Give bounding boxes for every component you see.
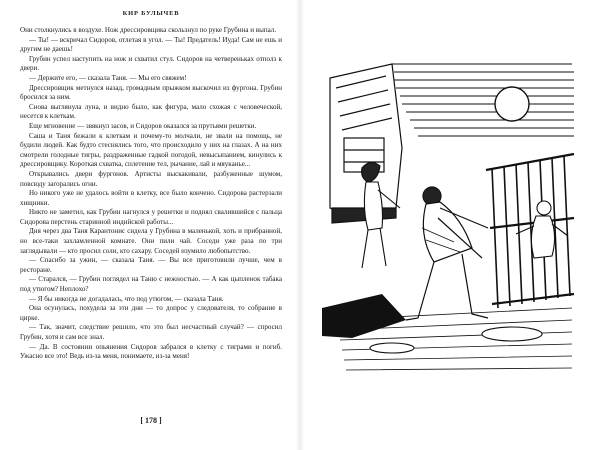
illustration bbox=[322, 58, 578, 380]
lunging-man bbox=[406, 187, 488, 320]
paragraph: Никто не заметил, как Грубин нагнулся у решетки и поднял свалившийся с пальца Сидорова перстень старинной индийской работы... bbox=[20, 208, 282, 226]
running-head: КИР БУЛЫЧЕВ bbox=[122, 10, 180, 17]
paragraph: Еще мгновение — звякнул засов, и Сидоров оказался за прутьями решетки. bbox=[29, 121, 257, 130]
page-number: [ 178 ] bbox=[140, 416, 162, 425]
paragraph: — Спасибо за ужин, — сказала Таня. — Вы все приготовили лучше, чем в ресторане. bbox=[20, 256, 282, 274]
paragraph: Но никого уже не удалось войти в клетку, все было кончено. Сидорова растерзали хищники. bbox=[20, 189, 282, 207]
paragraph: Она осунулась, похудела за эти дни — то допрос у следователя, то собрание в цирке. bbox=[20, 304, 282, 322]
paragraph: Дрессировщик метнулся назад, громадным прыжком выскочил из фургона. Грубин бросился за ним. bbox=[20, 83, 282, 102]
paragraph: Они столкнулись в воздухе. Нож дрессировщика скользнул по руке Грубина и выпал. bbox=[20, 26, 277, 34]
foreground-shadow bbox=[322, 294, 406, 338]
paragraph: Дня через два Таня Карантонис сидела у Грубина в маленькой, хоть и прибранной, но все-таки захламленной комнате. Они пили чай. Соседи уже раза по три заглядывали — кто просил соли, кто сахару. Соседей изумило любопытство. bbox=[20, 227, 282, 255]
paragraph: — Так, значит, следствие решило, что это был несчастный случай? — спросил Грубин, хотя и сам все знал. bbox=[20, 323, 282, 341]
paragraph: — Держите его, — сказала Таня. — Мы его свяжем! bbox=[29, 73, 187, 82]
paragraph: — Старался, — Грубин поглядел на Таню с нежностью. — А как цыпленок табака под утюгом? Неплохо? bbox=[20, 275, 282, 294]
paragraph: — Я бы никогда не догадалась, что под утюгом, — сказала Таня. bbox=[29, 294, 224, 303]
paragraph: Снова выглянула луна, и видно было, как фигура, мало схожая с человеческой, несется к клеткам. bbox=[20, 102, 282, 121]
paragraph: — Ты! — вскричал Сидоров, отлетая в угол. — Ты! Предатель! Иуда! Сам не ешь и другим не даешь! bbox=[20, 35, 282, 54]
body-text bbox=[20, 26, 282, 362]
right-page bbox=[300, 0, 600, 450]
caged-figure bbox=[516, 201, 568, 258]
night-sky-hatching bbox=[392, 64, 574, 136]
paragraph: Грубин успел наступить на нож и схватил стул. Сидоров на четвереньках отполз к двери. bbox=[20, 54, 282, 73]
moon bbox=[495, 87, 529, 121]
paragraph: — Да. В состоянии опьянения Сидоров забрался в клетку с тиграми и погиб. Ужасно все это! Ведь из-за меня, понимаете, из-за меня! bbox=[20, 342, 282, 361]
paragraph: Саша и Таня бежали к клеткам и почему-то молчали, не звали на помощь, не будили людей. Как будто стеснялись того, что происходило у них на глазах. А на них смотрели голодные тигры, раздраженные гадкой погодой, невысыпанием, кинулись к дрессировщику. Короткая схватка, сплетение тел, рычание, лай и мяуканье... bbox=[20, 131, 282, 169]
paragraph: Открывались двери фургонов. Артисты выскакивали, разбуженные шумом, повсюду загорались огни. bbox=[20, 169, 282, 188]
